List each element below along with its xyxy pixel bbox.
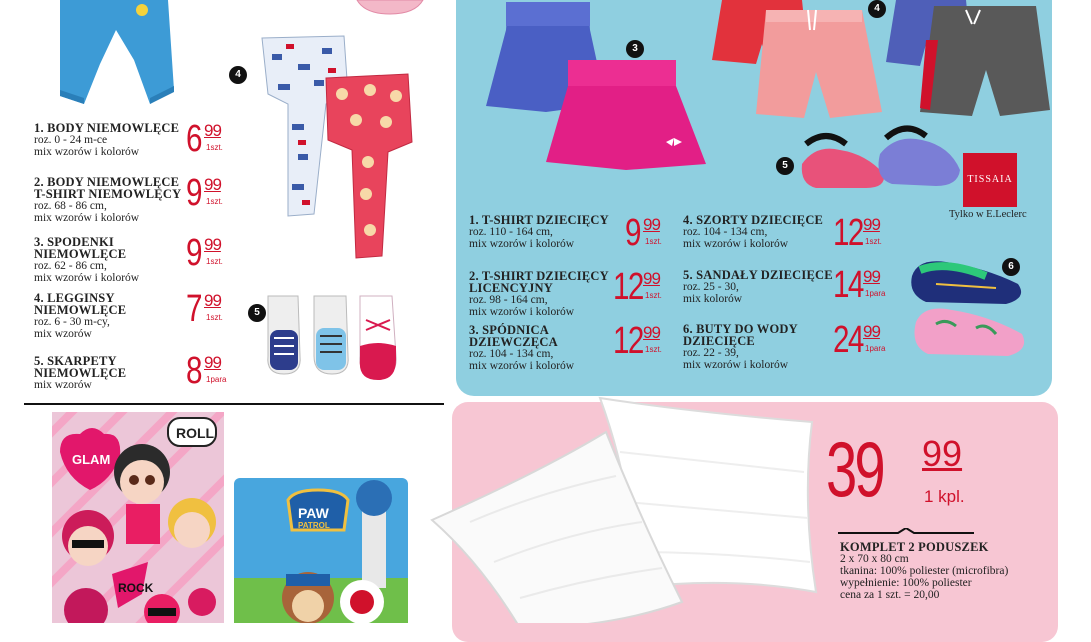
price-unit: 1para — [865, 289, 886, 298]
sandals-image — [796, 124, 966, 196]
price-int: 9 — [186, 172, 201, 214]
price-int: 12 — [613, 320, 643, 362]
left-item-2 — [34, 176, 184, 224]
price-unit: 1szt. — [206, 143, 223, 152]
left-item-1 — [34, 122, 184, 158]
price-int: 12 — [613, 266, 643, 308]
kids-item-6-price — [833, 319, 886, 361]
kids-item-3 — [469, 324, 619, 372]
item-detail: mix wzorów i kolorów — [469, 306, 575, 318]
item-name: 6. BUTY DO WODY DZIECIĘCE — [683, 322, 798, 348]
pillow-detail: tkanina: 100% poliester (microfibra) — [840, 565, 1009, 577]
pillow-description — [840, 541, 1060, 601]
price-unit: 1szt. — [865, 237, 882, 246]
price-unit: 1szt. — [645, 237, 662, 246]
left-item-4-price — [186, 288, 223, 330]
price-dec: 99 — [204, 353, 221, 372]
price-dec: 99 — [863, 322, 880, 341]
left-item-5 — [34, 355, 184, 391]
price-dec: 99 — [643, 323, 660, 342]
price-unit: 1para — [206, 375, 227, 384]
leggings-image — [258, 34, 418, 262]
baby-body-image — [355, 0, 425, 16]
item-detail: roz. 6 - 30 m-cy, — [34, 316, 110, 328]
item-name: 4. LEGGINSY NIEMOWLĘCE — [34, 291, 127, 317]
price-int: 9 — [625, 212, 640, 254]
kids-item-4 — [683, 214, 833, 250]
price-unit: 1szt. — [206, 257, 223, 266]
kids-item-3-price — [613, 320, 662, 362]
kids-item-2 — [469, 270, 619, 318]
item-detail: mix wzorów — [34, 328, 92, 340]
kids-item-5-price — [833, 264, 886, 306]
left-item-3 — [34, 236, 184, 284]
socks-image — [262, 290, 412, 382]
badge-5-sandals: 5 — [776, 157, 794, 175]
kids-item-2-price — [613, 266, 662, 308]
section-divider — [24, 403, 444, 405]
badge-3-skirt: 3 — [626, 40, 644, 58]
item-detail: roz. 68 - 86 cm, — [34, 200, 107, 212]
shorts-image — [712, 0, 894, 120]
pillow-unit-price: cena za 1 szt. = 20,00 — [840, 589, 940, 601]
item-detail: mix wzorów i kolorów — [34, 272, 140, 284]
pink-skirt-image — [546, 58, 706, 172]
price-unit: 1szt. — [645, 291, 662, 300]
badge-6-water-shoes: 6 — [1002, 258, 1020, 276]
item-detail: roz. 62 - 86 cm, — [34, 260, 107, 272]
pillow-detail: 2 x 70 x 80 cm — [840, 553, 909, 565]
price-dec: 99 — [204, 121, 221, 140]
pillow-name: KOMPLET 2 PODUSZEK — [840, 540, 989, 554]
item-name: 2. BODY NIEMOWLĘCE T-SHIRT NIEMOWLĘCY — [34, 175, 182, 201]
item-detail: mix wzorów — [34, 379, 92, 391]
price-dec: 99 — [863, 215, 880, 234]
item-detail: mix wzorów i kolorów — [34, 146, 140, 158]
left-item-2-price — [186, 172, 223, 214]
item-name: 5. SKARPETY NIEMOWLĘCE — [34, 354, 127, 380]
price-dec: 99 — [922, 433, 963, 474]
kids-item-1 — [469, 214, 619, 250]
price-dec: 99 — [204, 175, 221, 194]
price-int: 39 — [826, 425, 883, 513]
price-int: 24 — [833, 319, 863, 361]
item-name: 3. SPODENKI NIEMOWLĘCE — [34, 235, 127, 261]
patrol-label: PATROL — [298, 521, 330, 530]
item-detail: roz. 104 - 134 cm, — [683, 226, 768, 238]
price-dec: 99 — [204, 291, 221, 310]
kids-item-6 — [683, 323, 833, 371]
price-int: 8 — [186, 350, 201, 392]
price-underline-ornament — [838, 528, 974, 538]
price-dec: 99 — [643, 269, 660, 288]
price-unit: 1szt. — [206, 197, 223, 206]
price-unit: 1szt. — [645, 345, 662, 354]
item-name: 3. SPÓDNICA DZIEWCZĘCA — [469, 323, 558, 349]
badge-4-shorts: 4 — [868, 0, 886, 18]
item-detail: roz. 25 - 30, — [683, 281, 739, 293]
price-int: 9 — [186, 232, 201, 274]
badge-5-socks: 5 — [248, 304, 266, 322]
left-item-1-price — [186, 118, 223, 160]
price-int: 14 — [833, 264, 863, 306]
pillows-image — [430, 392, 830, 623]
kids-item-4-price — [833, 212, 882, 254]
baby-pants-image — [50, 0, 180, 112]
lol-bedding-image — [52, 412, 224, 623]
price-int: 12 — [833, 212, 863, 254]
brand-note: Tylko w E.Leclerc — [949, 209, 1027, 220]
price-unit: 1para — [865, 344, 886, 353]
price-unit: 1szt. — [206, 313, 223, 322]
item-detail: mix wzorów i kolorów — [683, 238, 789, 250]
item-name: 4. SZORTY DZIECIĘCE — [683, 213, 824, 227]
paw-patrol-bedding-image — [234, 478, 408, 623]
price-int: 6 — [186, 118, 201, 160]
roll-label: ROLL — [176, 425, 215, 441]
rock-label: ROCK — [118, 581, 154, 595]
left-item-3-price — [186, 232, 223, 274]
item-name: 1. T-SHIRT DZIECIĘCY — [469, 213, 609, 227]
item-detail: roz. 110 - 164 cm, — [469, 226, 553, 238]
kids-item-5 — [683, 269, 833, 305]
kids-item-1-price — [625, 212, 662, 254]
badge-4-leggings: 4 — [229, 66, 247, 84]
tissaia-logo: TISSAIA — [963, 153, 1017, 207]
item-detail: roz. 0 - 24 m-ce — [34, 134, 108, 146]
item-detail: mix wzorów i kolorów — [469, 360, 575, 372]
price-dec: 99 — [643, 215, 660, 234]
price-int: 7 — [186, 288, 201, 330]
left-item-5-price — [186, 350, 227, 392]
item-detail: roz. 98 - 164 cm, — [469, 294, 548, 306]
item-detail: roz. 22 - 39, — [683, 347, 739, 359]
pillow-price — [826, 425, 965, 513]
item-detail: mix wzorów i kolorów — [683, 359, 789, 371]
price-unit: 1 kpl. — [924, 487, 965, 506]
item-detail: mix kolorów — [683, 293, 743, 305]
item-detail: roz. 104 - 134 cm, — [469, 348, 554, 360]
sport-shorts-image — [886, 0, 1052, 120]
item-name: 5. SANDAŁY DZIECIĘCE — [683, 268, 833, 282]
glam-label: GLAM — [72, 452, 111, 467]
item-name: 1. BODY NIEMOWLĘCE — [34, 121, 180, 135]
price-dec: 99 — [863, 267, 880, 286]
item-detail: mix wzorów i kolorów — [34, 212, 140, 224]
price-dec: 99 — [204, 235, 221, 254]
item-name: 2. T-SHIRT DZIECIĘCY LICENCYJNY — [469, 269, 609, 295]
paw-label: PAW — [298, 505, 329, 521]
item-detail: mix wzorów i kolorów — [469, 238, 575, 250]
pillow-detail: wypełnienie: 100% poliester — [840, 577, 972, 589]
left-item-4 — [34, 292, 184, 340]
